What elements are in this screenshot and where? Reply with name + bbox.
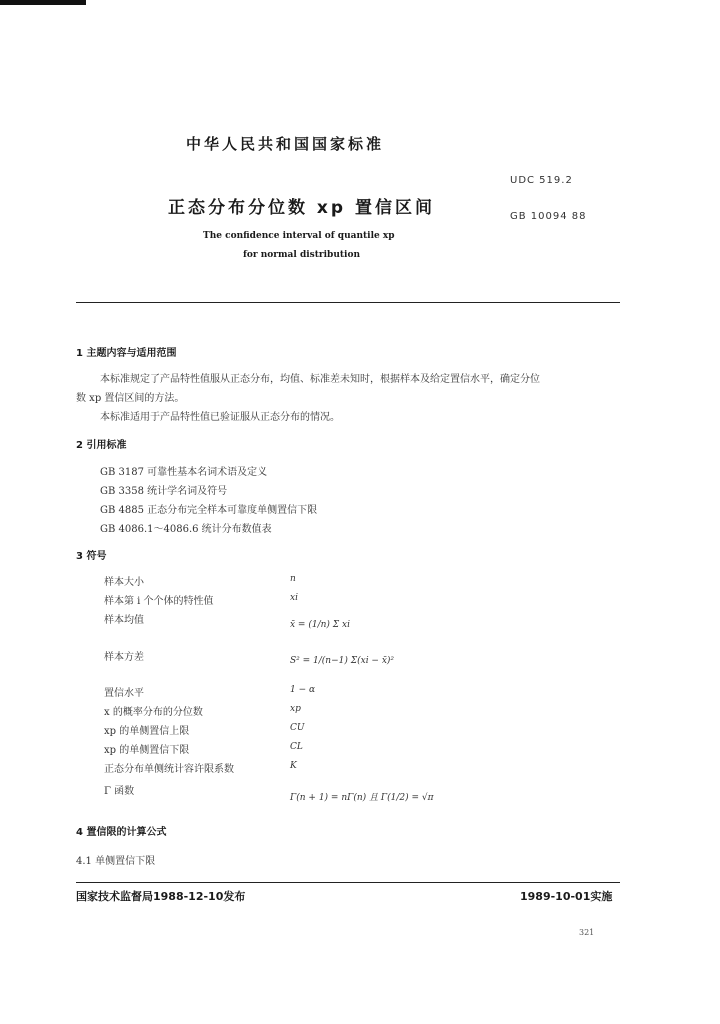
symbol-label: x 的概率分布的分位数 [104,707,203,718]
reference-item: GB 4885 正态分布完全样本可靠度单侧置信下限 [100,505,318,516]
english-title-line-1: The confidence interval of quantile xp [203,231,395,241]
symbol-value: 1 − α [290,685,316,695]
symbol-label: 样本第 i 个个体的特性值 [104,596,214,607]
symbol-value: K [290,761,297,771]
header-divider [76,302,620,303]
symbol-value: xi [290,593,298,603]
symbol-label: Γ 函数 [104,786,135,797]
symbol-label: 正态分布单侧统计容许限系数 [104,764,234,775]
section-3-heading: 3 符号 [76,551,107,562]
effective-date: 1989-10-01实施 [520,890,613,903]
english-title-line-2: for normal distribution [243,250,360,260]
symbol-label: 样本均值 [104,615,144,626]
symbol-formula-variance: S² = 1/(n−1) Σ(xi − x̄)² [290,656,395,666]
symbol-formula-mean: x̄ = (1/n) Σ xi [290,620,350,630]
section-1-paragraph-2: 本标准适用于产品特性值已验证服从正态分布的情况。 [100,412,340,423]
section-2-heading: 2 引用标准 [76,440,127,451]
section-4-heading: 4 置信限的计算公式 [76,827,167,838]
symbol-label: xp 的单侧置信下限 [104,745,190,756]
symbol-value: xp [290,704,301,714]
footer-divider [76,882,620,883]
symbol-value: n [290,574,296,584]
section-1-heading: 1 主题内容与适用范围 [76,348,177,359]
symbol-label: 样本方差 [104,652,144,663]
section-4-1-heading: 4.1 单侧置信下限 [76,856,156,867]
section-1-paragraph-1a: 本标准规定了产品特性值服从正态分布，均值、标准差未知时，根据样本及给定置信水平，确定分位 [100,374,540,385]
symbol-label: xp 的单侧置信上限 [104,726,190,737]
symbol-formula-gamma: Γ(n + 1) = nΓ(n) 且 Γ(1/2) = √π [290,793,434,803]
symbol-value: CL [290,742,303,752]
udc-number: UDC 519.2 [510,175,573,186]
standard-name: 中华人民共和国国家标准 [186,135,385,153]
section-1-paragraph-1b: 数 xp 置信区间的方法。 [76,393,185,404]
symbol-value: CU [290,723,305,733]
page-number: 321 [579,928,595,937]
reference-item: GB 3358 统计学名词及符号 [100,486,228,497]
reference-item: GB 3187 可靠性基本名词术语及定义 [100,467,268,478]
symbol-label: 置信水平 [104,688,144,699]
issue-date: 国家技术监督局1988-12-10发布 [76,890,246,903]
gb-number: GB 10094 88 [510,211,587,222]
reference-item: GB 4086.1～4086.6 统计分布数值表 [100,524,272,535]
symbol-label: 样本大小 [104,577,144,588]
document-title: 正态分布分位数 xp 置信区间 [168,198,435,218]
scan-edge-mark [0,0,86,5]
